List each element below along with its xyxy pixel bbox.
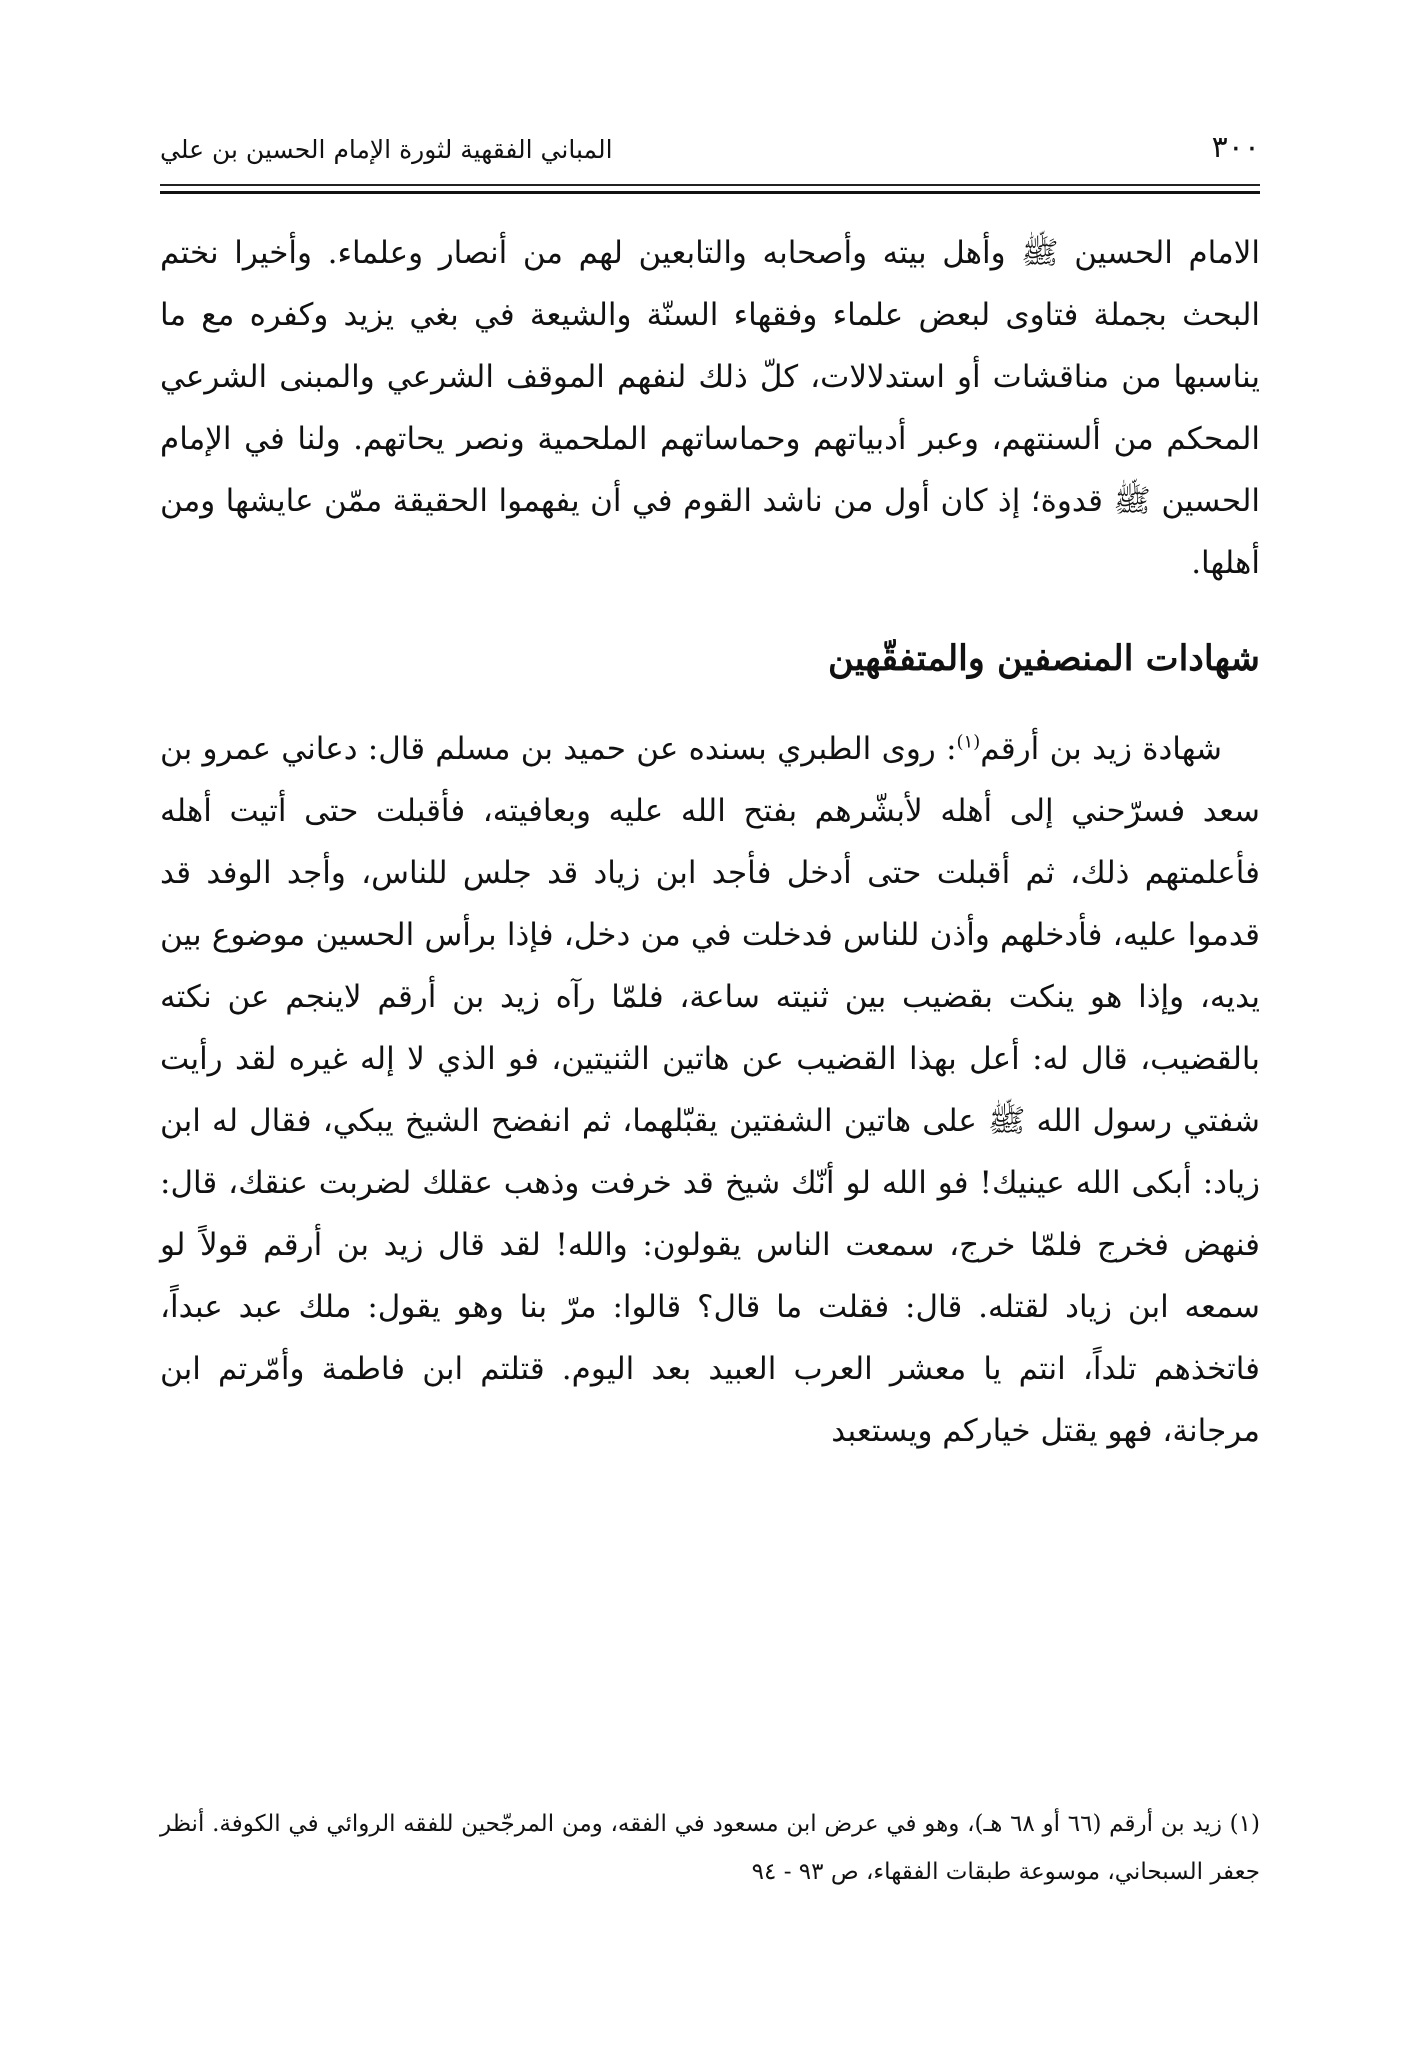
paragraph-body: : روى الطبري بسنده عن حميد بن مسلم قال: دعاني عمرو بن سعد فسرّحني إلى أهله لأبشّرهم بفتح الله عليه وبعافيته، فأقبلت حتى أتيت أهله فأعلمتهم ذلك، ثم أقبلت حتى أدخل فأجد ابن زياد قد جلس للناس، وأجد الوفد قد قدموا عليه، فأدخلهم وأذن للناس فدخلت في من دخل، فإذا برأس الحسين موضوع بين يديه، وإذا هو ينكت بقضيب بين ثنيته ساعة، فلمّا رآه زيد بن أرقم لاينجم عن نكته بالقضيب، قال له: أعل بهذا القضيب عن هاتين الثنيتين، فو الذي لا إله غيره لقد رأيت شفتي رسول الله ﷺ على هاتين الشفتين يقبّلهما، ثم انفضح الشيخ يبكي، فقال له ابن زياد: أبكى الله عينيك! فو الله لو أنّك شيخ قد خرفت وذهب عقلك لضربت عنقك، قال: فنهض فخرج فلمّا خرج، سمعت الناس يقولون: والله! لقد قال زيد بن أرقم قولاً لو سمعه ابن زياد لقتله. قال: فقلت ما قال؟ قالوا: مرّ بنا وهو يقول: ملك عبد عبداً، فاتخذهم تلداً، انتم يا معشر العرب العبيد بعد اليوم. قتلتم ابن فاطمة وأمّرتم ابن مرجانة، فهو يقتل خياركم ويستعبد xyxy=(160,731,1260,1449)
footnotes xyxy=(160,1800,1260,1896)
footnote-reference[interactable]: (١) xyxy=(956,731,981,753)
paragraph-lead: شهادة زيد بن أرقم xyxy=(980,731,1222,767)
footnote-1: (١) زيد بن أرقم (٦٦ أو ٦٨ هـ)، وهو في عرض ابن مسعود في الفقه، ومن المرجّحين للفقه الروائي في الكوفة. أنظر جعفر السبحاني، موسوعة طبقات الفقهاء، ص ٩٣ - ٩٤ xyxy=(160,1811,1260,1885)
body-text xyxy=(160,222,1260,1462)
paragraph-intro: الامام الحسين ﷺ وأهل بيته وأصحابه والتابعين لهم من أنصار وعلماء. وأخيرا نختم البحث بجملة فتاوى لبعض علماء وفقهاء السنّة والشيعة في بغي يزيد وكفره مع ما يناسبها من مناقشات أو استدلالات، كلّ ذلك لنفهم الموقف الشرعي والمبنى الشرعي المحكم من ألسنتهم، وعبر أدبياتهم وحماساتهم الملحمية ونصر يحاتهم. ولنا في الإمام الحسين ﷺ قدوة؛ إذ كان أول من ناشد القوم في أن يفهموا الحقيقة ممّن عايشها ومن أهلها. xyxy=(160,235,1260,581)
section-title: شهادات المنصفين والمتفقّهين xyxy=(827,638,1260,679)
page-number: ٣٠٠ xyxy=(1211,130,1260,165)
header-rule-thin xyxy=(160,184,1260,186)
header-rule-thick xyxy=(160,191,1260,194)
page-header xyxy=(160,128,1260,178)
paragraph-testimony xyxy=(160,718,1260,1462)
running-title: المباني الفقهية لثورة الإمام الحسين بن علي xyxy=(160,135,613,164)
